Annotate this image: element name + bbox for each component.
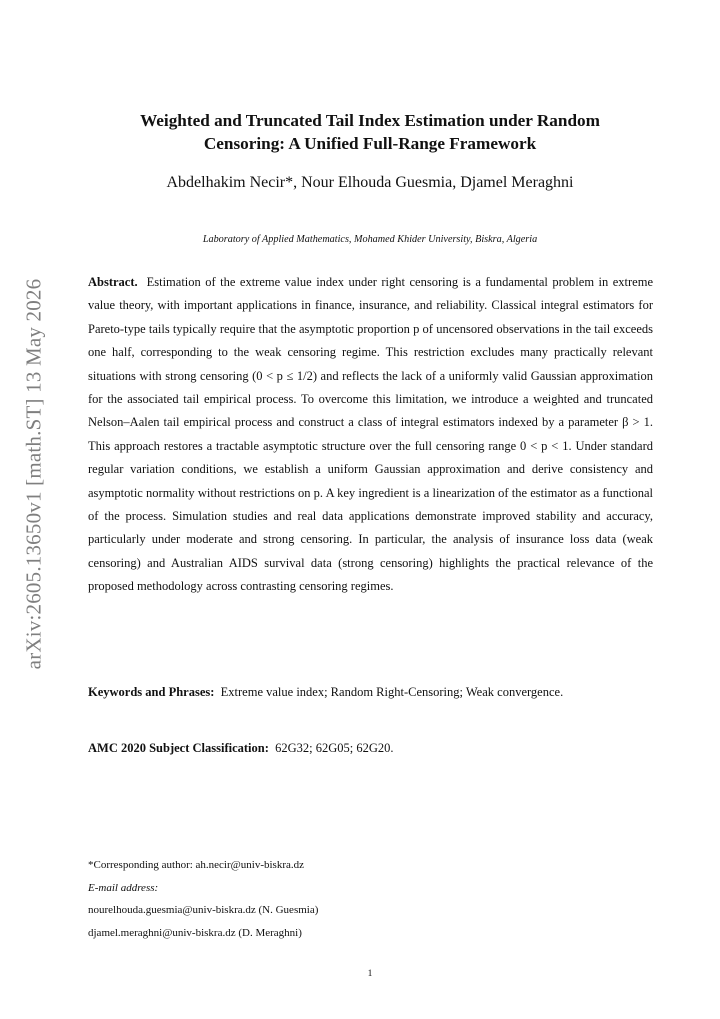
author-list: Abdelhakim Necir*, Nour Elhouda Guesmia, Djamel Meraghni <box>166 174 574 191</box>
keywords-body: Extreme value index; Random Right-Censoring; Weak convergence. <box>220 685 564 699</box>
amc-codes: 62G32; 62G05; 62G20. <box>275 741 394 755</box>
arxiv-identifier: arXiv:2605.13650v1 [math.ST] 13 May 2026 <box>21 278 46 670</box>
email-meraghni: djamel.meraghni@univ-biskra.dz (D. Meraghni) <box>88 927 302 940</box>
abstract-heading: Abstract. <box>88 275 138 289</box>
subject-classification <box>88 737 653 760</box>
amc-heading: AMC 2020 Subject Classification: <box>88 741 269 755</box>
keywords <box>88 681 653 704</box>
affiliation: Laboratory of Applied Mathematics, Mohamed Khider University, Biskra, Algeria <box>202 234 538 245</box>
abstract <box>88 271 653 599</box>
paper-title <box>80 109 660 155</box>
title-line-2: Censoring: A Unified Full-Range Framework <box>203 134 537 153</box>
email-label: E-mail address: <box>88 881 159 894</box>
corresponding-author-note: *Corresponding author: ah.necir@univ-biskra.dz <box>88 859 305 871</box>
email-guesmia: nourelhouda.guesmia@univ-biskra.dz (N. Guesmia) <box>88 904 319 917</box>
abstract-body: Estimation of the extreme value index under right censoring is a fundamental problem in extreme value theory, with important applications in finance, insurance, and reliability. Classical integral estimators for Pareto-type tails typically require that the asymptotic proportion p of uncensored observations in the tail exceeds one half, corresponding to the weak censoring regime. This restriction excludes many practically relevant situations with strong censoring (0 < p ≤ 1/2) and reflects the lack of a uniformly valid Gaussian approximation for the associated tail empirical process. To overcome this limitation, we introduce a weighted and truncated Nelson–Aalen tail empirical process and construct a class of integral estimators indexed by a parameter β > 1. This approach restores a tractable asymptotic structure over the full censoring range 0 < p < 1. Under standard regular variation conditions, we establish a uniform Gaussian approximation and derive consistency and asymptotic normality without restrictions on p. A key ingredient is a linearization of the estimator as a functional of the process. Simulation studies and real data applications demonstrate improved stability and accuracy, particularly under moderate and strong censoring. In particular, the analysis of insurance loss data (weak censoring) and Australian AIDS survival data (strong censoring) highlights the practical relevance of the proposed methodology across contrasting censoring regimes. <box>88 275 653 594</box>
footnotes <box>88 854 653 945</box>
title-line-1: Weighted and Truncated Tail Index Estimation under Random <box>140 111 600 130</box>
page-number: 1 <box>367 969 373 979</box>
keywords-heading: Keywords and Phrases: <box>88 685 215 699</box>
